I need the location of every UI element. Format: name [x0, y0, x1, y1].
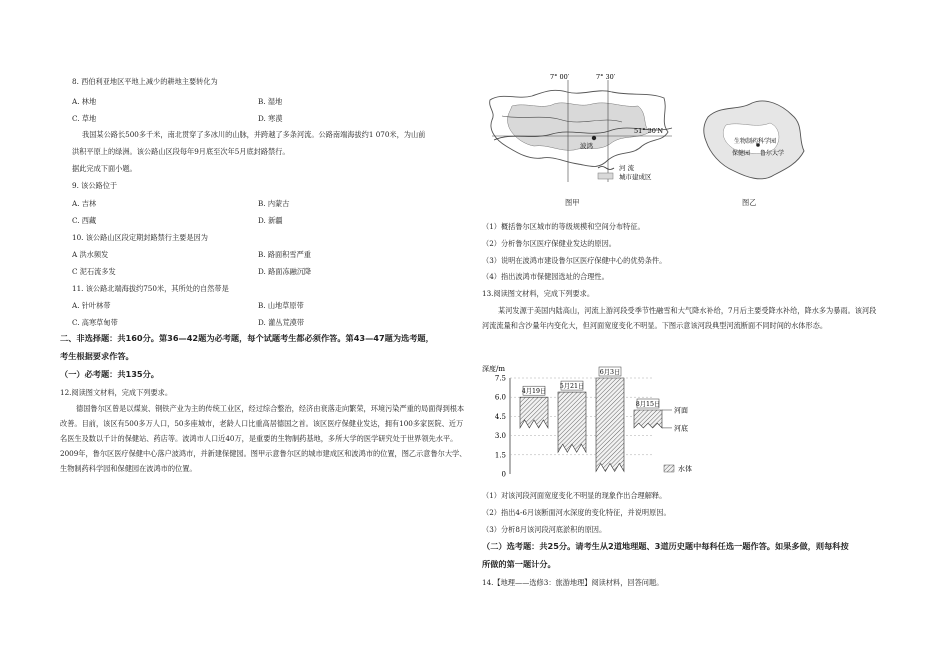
y-tick-label: 6.0 [494, 393, 506, 402]
water-body-shape [520, 397, 548, 428]
q8-stem: 8. 西伯利亚地区平地上减少的耕地主要转化为 [72, 77, 218, 86]
q12-item-4: （4）指出波鸿市保健园选址的合理性。 [482, 272, 609, 281]
y-tick-label: 7.5 [494, 374, 506, 383]
q8-option-b[interactable]: B. 湿地 [258, 97, 283, 106]
q8-option-c[interactable]: C. 草地 [72, 114, 97, 123]
surface-label: 河面 [674, 406, 688, 415]
q11-stem: 11. 该公路北端海拔约750米，其所处的自然带是 [72, 284, 229, 293]
y-tick-label: 1.5 [494, 451, 506, 460]
date-label: 8月15日 [635, 401, 661, 408]
required-questions-heading: （一）必考题：共135分。 [60, 369, 159, 379]
date-label: 6月3日 [599, 369, 621, 376]
longitude-label-2: 7° 30′ [596, 73, 616, 81]
legend-urban-icon [598, 173, 613, 179]
q9-stem: 9. 该公路位于 [72, 181, 118, 190]
science-park-label: 生物制药科学园 [734, 138, 777, 145]
q9-option-a[interactable]: A. 吉林 [72, 199, 97, 208]
bottom-label: 河底 [674, 424, 688, 433]
q10-option-d[interactable]: D. 路面冻融沉降 [258, 267, 312, 276]
q13-passage: 某河发源于美国内陆高山，河流上游河段受季节性融雪和大气降水补给，7月后主要受降水补给，降水多为暴雨。该河段河流流量和含沙量年内变化大，但河面宽度变化不明显。下图示意该河段典型河流断面不同时间的水体形态。 [482, 306, 877, 330]
q13-item-2: （2）指出4-6月该断面河水深度的变化特征，并说明原因。 [482, 508, 671, 517]
legend-river-label: 河 流 [619, 164, 635, 172]
city-label: 波鸿 [580, 142, 593, 150]
q13-heading: 13.阅读图文材料，完成下列要求。 [482, 289, 595, 298]
map-b [700, 95, 810, 187]
map-b-caption: 图乙 [742, 198, 757, 207]
q11-option-a[interactable]: A. 针叶林带 [72, 301, 111, 310]
longitude-label-1: 7° 00′ [550, 73, 570, 81]
q12-item-3: （3）说明在波鸿市建设鲁尔区医疗保健中心的优势条件。 [482, 256, 667, 265]
q10-option-a[interactable]: A 洪水频发 [72, 250, 109, 259]
road-passage-line2: 洪积平原上的绿洲。该公路山区段每年9月底至次年5月底封路禁行。 [72, 147, 290, 156]
section2-heading-line1: 二、非选择题：共160分。第36—42题为必考题，每个试题考生都必须作答。第43—47题为选考题， [60, 333, 434, 343]
water-body-shape [596, 378, 624, 471]
q8-option-a[interactable]: A. 林地 [72, 97, 97, 106]
y-tick-label: 3.0 [494, 432, 506, 441]
water-body-shape [558, 392, 586, 452]
legend-river-icon [598, 167, 614, 170]
q10-option-b[interactable]: B. 路面积雪严重 [258, 250, 311, 259]
y-axis-label: 深度/m [482, 365, 505, 373]
q11-option-d[interactable]: D. 灌丛荒漠带 [258, 318, 305, 327]
section2-heading-line2: 考生根据要求作答。 [60, 351, 134, 361]
legend-urban-label: 城市建成区 [619, 173, 652, 181]
q9-option-c[interactable]: C. 西藏 [72, 216, 97, 225]
q10-stem: 10. 该公路山区段定期封路禁行主要是因为 [72, 233, 208, 242]
river-section-chart [482, 364, 722, 486]
q12-heading: 12.阅读图文材料，完成下列要求。 [60, 388, 173, 397]
city-marker [592, 136, 596, 140]
water-body-shape [634, 410, 662, 428]
q12-item-2: （2）分析鲁尔区医疗保健业发达的原因。 [482, 239, 616, 248]
q9-option-d[interactable]: D. 新疆 [258, 216, 283, 225]
legend-water-swatch [664, 465, 674, 472]
y-tick-label: 0 [501, 470, 506, 479]
q10-option-c[interactable]: C 泥石流多发 [72, 267, 116, 276]
elective-heading-line2: 所做的第一题计分。 [482, 559, 556, 569]
y-tick-label: 4.5 [494, 412, 506, 421]
health-park-label: 保健园 [732, 150, 751, 157]
map-a-caption: 图甲 [565, 198, 580, 207]
q13-item-3: （3）分析8月该河段河底淤积的原因。 [482, 525, 607, 534]
elective-heading-line1: （二）选考题：共25分。请考生从2道地理题、3道历史题中每科任选一题作答。如果多做，则每科按 [482, 541, 849, 551]
road-passage-line1: 我国某公路长500多千米，南北贯穿了多冰川的山脉，并跨越了多条河流。公路南端海拔约1 070米，为山前 [82, 130, 426, 139]
road-passage-line3: 据此完成下面小题。 [72, 164, 137, 173]
university-label: 鲁尔大学 [760, 150, 785, 157]
q11-option-b[interactable]: B. 山地草原带 [258, 301, 304, 310]
date-label: 5月21日 [559, 383, 585, 391]
q9-option-b[interactable]: B. 内蒙古 [258, 199, 290, 208]
legend-water-label: 水体 [678, 465, 692, 473]
q8-option-d[interactable]: D. 寒漠 [258, 114, 283, 123]
q12-passage: 德国鲁尔区曾是以煤炭、钢铁产业为主的传统工业区，经过综合整治，经济由衰落走向繁荣，环境污染严重的局面得到根本改善。目前，该区有500多万人口，50多座城市，老龄人口比重高居德国之首。该区医疗保健业发达，拥有100多家医院、近万名医生及数以千计的保健站、药店等。波鸿市人口近40万，是重要的生物制药基地，多所大学的医学研究处于世界领先水平。2009年，鲁尔区医疗保健中心落户波鸿市，并新建保健园。图甲示意鲁尔区的城市建成区和波鸿市的位置，图乙示意鲁尔大学、生物制药科学园和保健园在波鸿市的位置。 [60, 404, 467, 473]
latitude-label: 51° 30′N [634, 127, 664, 135]
q11-option-c[interactable]: C. 高寒草甸带 [72, 318, 118, 327]
q12-item-1: （1）概括鲁尔区城市的等级规模和空间分布特征。 [482, 222, 645, 231]
map-a [482, 70, 682, 195]
q13-item-1: （1）对该河段河面宽度变化不明显的现象作出合理解释。 [482, 491, 667, 500]
date-label: 4月19日 [521, 388, 547, 396]
q14-stem: 14.【地理——选修3：旅游地理】阅读材料，回答问题。 [482, 578, 664, 587]
